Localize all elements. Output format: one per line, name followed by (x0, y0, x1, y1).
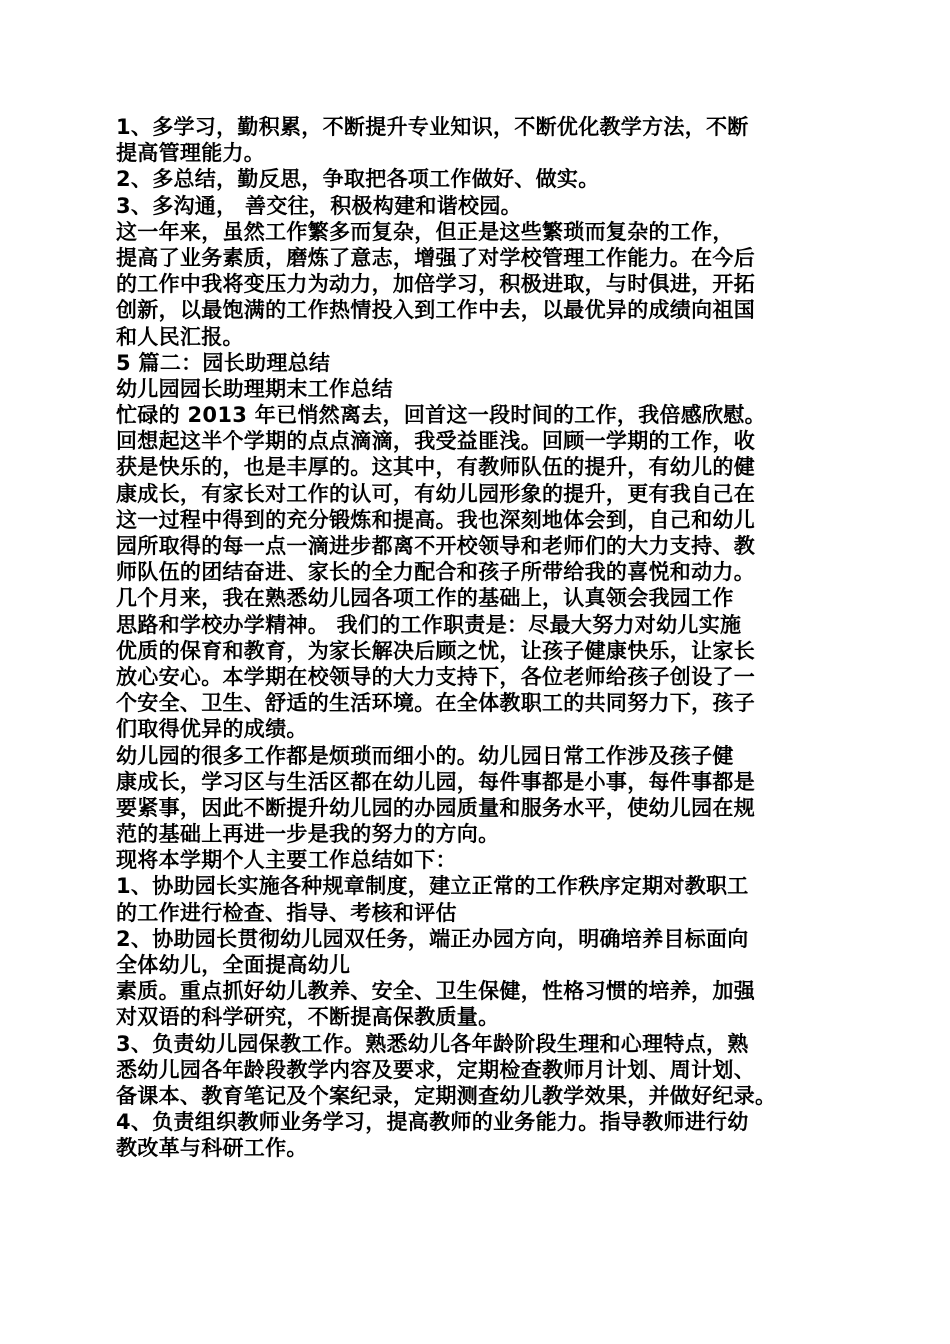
text-line: 们取得优异的成绩。 (116, 717, 308, 742)
text-line: 备课本、教育笔记及个案纪录，定期测查幼儿教学效果，并做好纪录。 (116, 1083, 777, 1108)
text-line: 和人民汇报。 (116, 324, 244, 349)
text-line: 放心安心。本学期在校领导的大力支持下，各位老师给孩子创设了一 (116, 664, 755, 689)
text-line: 优质的保育和教育，为家长解决后顾之忧，让孩子健康快乐，让家长 (116, 638, 755, 663)
text-line: 3、多沟通， 善交往，积极构建和谐校园。 (116, 193, 522, 218)
text-line: 提高管理能力。 (116, 141, 266, 166)
text-line: 提高了业务素质，磨炼了意志，增强了对学校管理工作能力。在今后 (116, 245, 755, 270)
text-line: 悉幼儿园各年龄段教学内容及要求，定期检查教师月计划、周计划、 (116, 1057, 755, 1082)
text-line: 要紧事，因此不断提升幼儿园的办园质量和服务水平，使幼儿园在规 (116, 795, 755, 820)
text-line: 1、多学习，勤积累，不断提升专业知识，不断优化教学方法，不断 (116, 115, 749, 139)
text-line: 的工作中我将变压力为动力，加倍学习，积极进取，与时俱进，开拓 (116, 272, 755, 297)
text-line: 2、多总结，勤反思，争取把各项工作做好、做实。 (116, 167, 600, 192)
text-line: 素质。重点抓好幼儿教养、安全、卫生保健，性格习惯的培养，加强 (116, 979, 755, 1004)
text-line: 几个月来，我在熟悉幼儿园各项工作的基础上，认真领会我园工作 (116, 586, 734, 611)
text-line: 个安全、卫生、舒适的生活环境。在全体教职工的共同努力下，孩子 (116, 691, 755, 716)
text-line: 康成长，有家长对工作的认可，有幼儿园形象的提升，更有我自己在 (116, 481, 755, 506)
text-line: 全体幼儿，全面提高幼儿 (116, 953, 351, 977)
text-line: 3、负责幼儿园保教工作。熟悉幼儿各年龄阶段生理和心理特点，熟 (116, 1031, 749, 1056)
text-line: 这一年来，虽然工作繁多而复杂，但正是这些繁琐而复杂的工作， (116, 219, 734, 244)
text-line: 创新，以最饱满的工作热情投入到工作中去，以最优异的成绩向祖国 (116, 298, 755, 323)
text-line: 幼儿园园长助理期末工作总结 (116, 376, 393, 401)
text-line: 这一过程中得到的充分锻炼和提高。我也深刻地体会到，自己和幼儿 (116, 507, 755, 532)
text-line: 4、负责组织教师业务学习，提高教师的业务能力。指导教师进行幼 (116, 1110, 749, 1135)
text-line: 1、协助园长实施各种规章制度，建立正常的工作秩序定期对教职工 (116, 874, 749, 899)
document-body (116, 114, 836, 1162)
text-line: 现将本学期个人主要工作总结如下： (116, 848, 457, 873)
text-line: 对双语的科学研究，不断提高保教质量。 (116, 1005, 500, 1030)
text-line: 师队伍的团结奋进、家长的全力配合和孩子所带给我的喜悦和动力。 (116, 560, 755, 585)
text-line: 的工作进行检查、指导、考核和评估 (116, 900, 457, 925)
text-line: 5 篇二：园长助理总结 (116, 350, 331, 375)
text-line: 康成长，学习区与生活区都在幼儿园，每件事都是小事，每件事都是 (116, 769, 755, 794)
text-line: 获是快乐的，也是丰厚的。这其中，有教师队伍的提升，有幼儿的健 (116, 455, 755, 480)
text-line: 幼儿园的很多工作都是烦琐而细小的。幼儿园日常工作涉及孩子健 (116, 743, 734, 768)
text-line: 忙碌的 2013 年已悄然离去，回首这一段时间的工作，我倍感欣慰。 (116, 403, 766, 428)
text-line: 范的基础上再进一步是我的努力的方向。 (116, 822, 500, 847)
text-line: 思路和学校办学精神。 我们的工作职责是：尽最大努力对幼儿实施 (116, 612, 742, 637)
text-line: 回想起这半个学期的点点滴滴，我受益匪浅。回顾一学期的工作，收 (116, 429, 755, 454)
text-line: 园所取得的每一点一滴进步都离不开校领导和老师们的大力支持、教 (116, 534, 755, 558)
text-line: 2、协助园长贯彻幼儿园双任务，端正办园方向，明确培养目标面向 (116, 926, 749, 951)
text-line: 教改革与科研工作。 (116, 1136, 308, 1161)
